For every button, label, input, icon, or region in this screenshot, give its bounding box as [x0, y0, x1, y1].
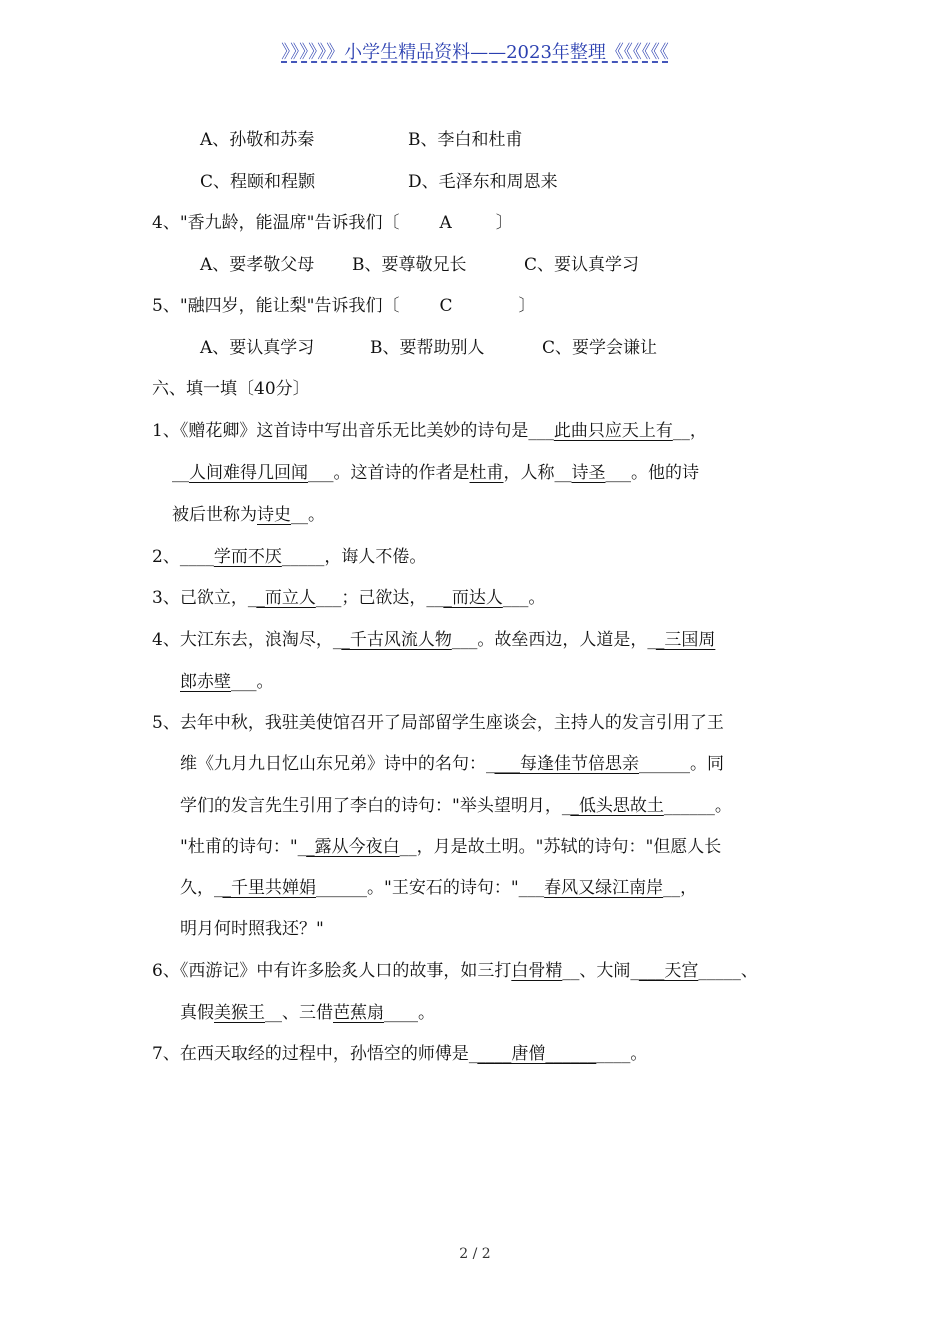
fill-3-text: ___；己欲达，__ [315, 588, 444, 608]
fill-1-answer-5: 诗史 [257, 505, 291, 525]
fill-1-text: ，人称__ [503, 463, 572, 483]
q5-answer: C [439, 296, 453, 316]
fill-6-text: 6、《西游记》中有许多脍炙人口的故事，如三打 [152, 961, 512, 981]
fill-6-answer-3: 美猴王 [214, 1003, 265, 1023]
fill-6-text: ____。 [384, 1003, 435, 1023]
fill-5-answer-2: _低头思故土 [570, 796, 664, 816]
fill-4-line-2 [180, 670, 274, 694]
fill-7-text: 7、在西天取经的过程中，孙悟空的师傅是_ [152, 1044, 478, 1064]
fill-5-text: 久，_ [180, 878, 223, 898]
fill-5-line-4 [180, 835, 721, 859]
fill-4-answer-2-cont: 郎赤壁 [180, 672, 231, 692]
q3-option-c: C、程颐和程颢 [200, 172, 316, 192]
question-5 [152, 294, 535, 318]
fill-6-line-1 [152, 959, 758, 983]
q3-option-d: D、毛泽东和周恩来 [408, 172, 558, 192]
q3-option-b: B、李白和杜甫 [408, 130, 523, 150]
fill-3-text: 3、己欲立，_ [152, 588, 257, 608]
fill-3-text: ___。 [502, 588, 546, 608]
fill-3-answer-2: _而达人 [443, 588, 503, 608]
fill-4-answer-1: _千古风流人物 [341, 630, 452, 650]
fill-4-text: ___。故垒西边，人道是，_ [451, 630, 656, 650]
q4-answer: A [439, 213, 452, 233]
fill-5-answer-3: _露从今夜白 [306, 837, 400, 857]
fill-1-text: __。 [291, 505, 325, 525]
fill-6-text: __、三借 [265, 1003, 333, 1023]
q5-close: 〕 [518, 296, 536, 316]
q4-close: 〕 [495, 213, 513, 233]
fill-4-text: ___。 [231, 672, 274, 692]
q4-stem: 4、"香九龄，能温席"告诉我们〔 [152, 213, 400, 233]
fill-1-text: __， [672, 421, 707, 441]
fill-4-text: 4、大江东去，浪淘尽，_ [152, 630, 342, 650]
fill-1-answer-2: 人间难得几回闻 [189, 463, 308, 483]
fill-2 [152, 545, 426, 569]
q4-option-a: A、要孝敬父母 [200, 255, 315, 275]
fill-3 [152, 586, 545, 610]
fill-5-text: ______。 [663, 796, 732, 816]
fill-4-answer-2: _三国周 [655, 630, 716, 650]
fill-5-line-1: 5、去年中秋，我驻美使馆召开了局部留学生座谈会，主持人的发言引用了王 [152, 713, 724, 733]
fill-7-answer: ____唐僧______ [477, 1044, 597, 1064]
fill-7 [152, 1042, 647, 1066]
fill-5-text: "杜甫的诗句："_ [180, 837, 307, 857]
q3-option-a: A、孙敬和苏秦 [200, 130, 315, 150]
fill-5-line-5 [180, 876, 697, 900]
fill-6-answer-4: 芭蕉扇 [333, 1003, 384, 1023]
fill-7-text: ____。 [596, 1044, 648, 1064]
q4-option-c: C、要认真学习 [524, 255, 640, 275]
fill-4-line-1 [152, 628, 715, 652]
fill-6-line-2 [180, 1001, 435, 1025]
fill-1-text: ___。这首诗的作者是 [308, 463, 470, 483]
fill-1-line-2 [172, 461, 699, 485]
fill-5-text: 学们的发言先生引用了李白的诗句："举头望明月，_ [180, 796, 571, 816]
q5-option-c: C、要学会谦让 [542, 338, 658, 358]
fill-1-text: ___。他的诗 [605, 463, 699, 483]
fill-5-text: 维《九月九日忆山东兄弟》诗中的名句：_ [180, 754, 495, 774]
section-6-title: 六、填一填〔40分〕 [152, 379, 310, 399]
q5-option-a: A、要认真学习 [200, 338, 315, 358]
fill-6-text: _____、 [698, 961, 758, 981]
fill-6-text: 真假 [180, 1003, 214, 1023]
fill-1-text: 1、《赠花卿》这首诗中写出音乐无比美妙的诗句是___ [152, 421, 554, 441]
page-header: 》》》》》》小学生精品资料——2023年整理《《《《《《 [281, 42, 669, 63]
fill-5-answer-5: 春风又绿江南岸 [544, 878, 664, 898]
q4-option-b: B、要尊敬兄长 [352, 255, 467, 275]
fill-1-line-1 [152, 419, 707, 443]
fill-1-answer-3: 杜甫 [469, 463, 504, 483]
fill-5-answer-1: ___每逢佳节倍思亲 [494, 754, 639, 774]
fill-5-line-6: 明月何时照我还？" [180, 919, 324, 939]
fill-6-answer-2: ___天宫 [638, 961, 699, 981]
fill-5-line-2 [180, 752, 724, 776]
fill-5-text: ______。同 [639, 754, 724, 774]
fill-2-text: _____，诲人不倦。 [281, 547, 427, 567]
page-number: 2 / 2 [459, 1246, 491, 1262]
fill-1-answer-4: 诗圣 [571, 463, 606, 483]
fill-5-text: __， [663, 878, 698, 898]
fill-2-answer: 学而不厌 [213, 547, 282, 567]
fill-1-line-3 [172, 503, 325, 527]
q5-option-b: B、要帮助别人 [370, 338, 485, 358]
fill-2-text: 2、____ [152, 547, 214, 567]
q5-stem: 5、"融四岁，能让梨"告诉我们〔 [152, 296, 400, 316]
fill-3-answer-1: _而立人 [256, 588, 316, 608]
fill-1-text: __ [172, 463, 189, 483]
question-4 [152, 211, 513, 235]
fill-6-answer-1: 白骨精 [511, 961, 563, 981]
fill-6-text: __、大闹_ [562, 961, 639, 981]
fill-5-text: __，月是故土明。"苏轼的诗句："但愿人长 [399, 837, 722, 857]
fill-5-text: ______。"王安石的诗句："___ [316, 878, 545, 898]
fill-1-answer-1: 此曲只应天上有 [553, 421, 673, 441]
fill-5-line-3 [180, 794, 732, 818]
fill-1-text: 被后世称为 [172, 505, 257, 525]
fill-5-answer-4: _千里共婵娟 [222, 878, 316, 898]
